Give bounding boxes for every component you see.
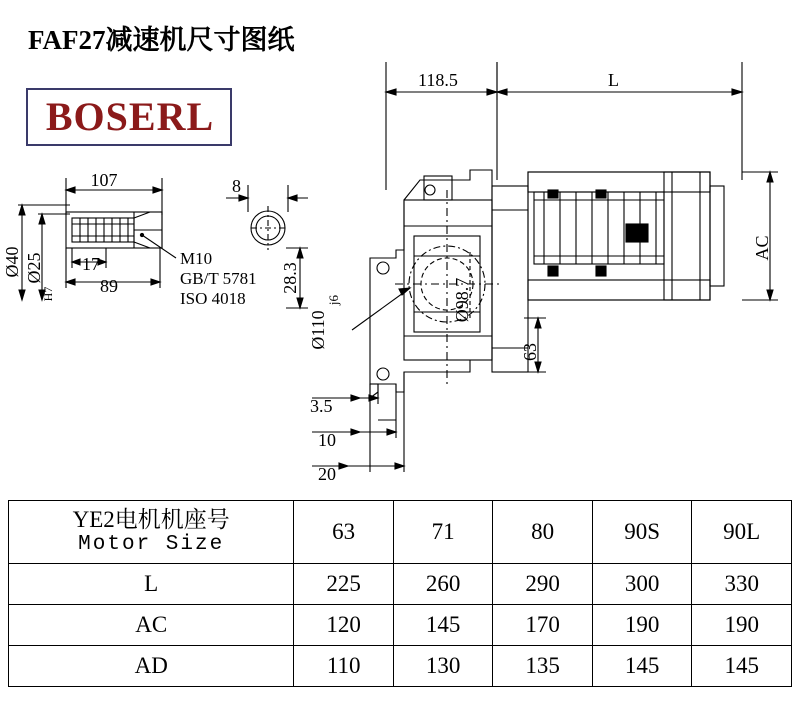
note-bolt-spec: M10 <box>180 249 213 268</box>
table-row <box>9 605 792 646</box>
row-AC-value-2: 170 <box>493 605 593 646</box>
row-L-value-1: 260 <box>393 564 493 605</box>
table-row <box>9 564 792 605</box>
dim-118_5: 118.5 <box>418 70 458 90</box>
dim-98_7: Ø98.7 <box>452 277 472 323</box>
header-motor-size-en: Motor Size <box>78 533 225 557</box>
note-standard-gb: GB/T 5781 <box>180 269 257 288</box>
row-L-value-3: 300 <box>592 564 692 605</box>
dim-17: 17 <box>82 254 100 274</box>
dim-63: 63 <box>520 343 540 361</box>
dim-110-tolerance: j6 <box>326 294 341 306</box>
dim-28_3: 28.3 <box>280 262 300 294</box>
dim-110: Ø110 <box>308 310 328 350</box>
dim-40: Ø40 <box>2 246 22 278</box>
row-AD-value-1: 130 <box>393 646 493 687</box>
row-AD-value-3: 145 <box>592 646 692 687</box>
row-AD-value-4: 145 <box>692 646 792 687</box>
row-AD-value-2: 135 <box>493 646 593 687</box>
row-label-AC: AC <box>9 605 294 646</box>
header-motor-size-cn: YE2电机机座号 <box>72 506 230 532</box>
header-value-1: 71 <box>393 501 493 564</box>
dim-107: 107 <box>90 170 118 190</box>
dim-89: 89 <box>100 276 118 296</box>
row-L-value-4: 330 <box>692 564 792 605</box>
header-value-4: 90L <box>692 501 792 564</box>
header-value-0: 63 <box>294 501 394 564</box>
row-L-value-2: 290 <box>493 564 593 605</box>
dim-20: 20 <box>318 464 336 484</box>
dim-25-tolerance: H7 <box>41 286 55 302</box>
dim-L: L <box>608 70 619 90</box>
logo-text: BOSERL <box>45 94 215 139</box>
dim-25: Ø25 <box>24 252 44 284</box>
dim-AC: AC <box>752 235 772 261</box>
row-AC-value-1: 145 <box>393 605 493 646</box>
row-label-AD: AD <box>9 646 294 687</box>
row-AC-value-3: 190 <box>592 605 692 646</box>
page-title: FAF27减速机尺寸图纸 <box>28 25 295 55</box>
dim-3_5: 3.5 <box>310 396 333 416</box>
row-label-L: L <box>9 564 294 605</box>
dim-10: 10 <box>318 430 336 450</box>
header-value-2: 80 <box>493 501 593 564</box>
row-AC-value-0: 120 <box>294 605 394 646</box>
row-AD-value-0: 110 <box>294 646 394 687</box>
table-row <box>9 646 792 687</box>
specification-table <box>8 500 792 687</box>
row-AC-value-4: 190 <box>692 605 792 646</box>
header-motor-size-cell <box>9 501 294 564</box>
table-header-row <box>9 501 792 564</box>
dim-8: 8 <box>232 176 241 196</box>
note-standard-iso: ISO 4018 <box>180 289 246 308</box>
header-value-3: 90S <box>592 501 692 564</box>
row-L-value-0: 225 <box>294 564 394 605</box>
